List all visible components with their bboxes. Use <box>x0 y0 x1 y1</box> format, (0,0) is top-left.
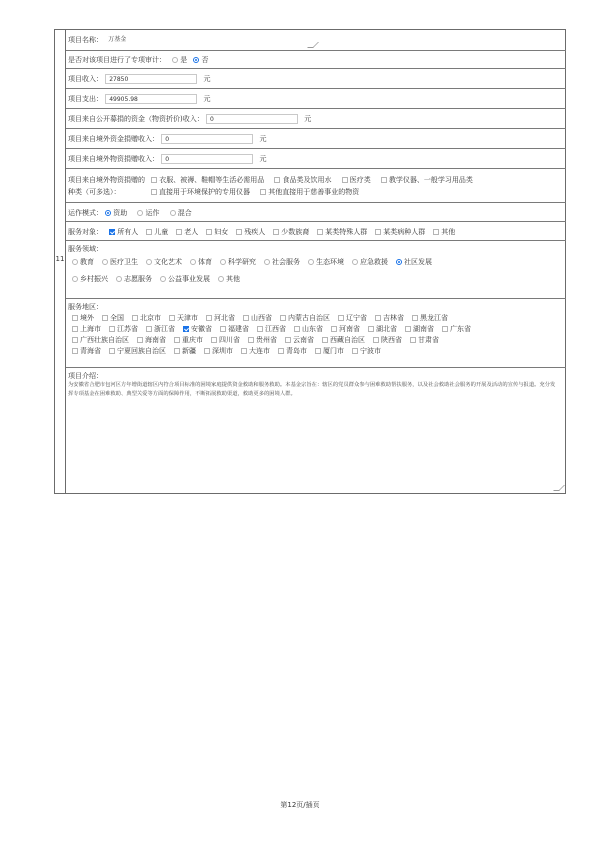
audit-no-radio[interactable] <box>193 57 199 63</box>
region-label: 黑龙江省 <box>420 314 448 322</box>
region-label: 浙江省 <box>154 325 175 333</box>
target-label: 某类病种人群 <box>383 228 426 236</box>
region-checkbox[interactable] <box>174 348 180 354</box>
target-label: 妇女 <box>214 228 229 236</box>
region-checkbox[interactable] <box>412 315 418 321</box>
row-intro <box>66 368 566 494</box>
region-label: 河北省 <box>214 314 235 322</box>
row-income <box>66 69 566 89</box>
region-label: 贵州省 <box>256 336 277 344</box>
expense-unit: 元 <box>203 95 211 103</box>
region-label: 江西省 <box>265 325 286 333</box>
mode-option-label: 混合 <box>177 209 192 217</box>
region-checkbox[interactable] <box>248 337 254 343</box>
region-label: 山东省 <box>302 325 323 333</box>
region-checkbox[interactable] <box>174 337 180 343</box>
region-checkbox[interactable] <box>322 337 328 343</box>
goods-type-checkbox[interactable] <box>381 177 387 183</box>
goods-type-checkbox[interactable] <box>151 177 157 183</box>
region-label: 全国 <box>110 314 124 322</box>
region-label: 湖北省 <box>376 325 397 333</box>
field-radio[interactable] <box>352 259 358 265</box>
region-label: 辽宁省 <box>346 314 367 322</box>
target-checkbox[interactable] <box>176 229 182 235</box>
region-label: 厦门市 <box>323 347 344 355</box>
field-radio[interactable] <box>72 276 78 282</box>
region-checkbox[interactable] <box>285 337 291 343</box>
region-label: 新疆 <box>182 347 196 355</box>
target-label: 所有人 <box>117 228 139 236</box>
target-checkbox[interactable] <box>375 229 381 235</box>
mode-radio[interactable] <box>170 210 176 216</box>
field-radio[interactable] <box>102 259 108 265</box>
target-label: 儿童 <box>154 228 169 236</box>
region-label: 山西省 <box>251 314 272 322</box>
region-checkbox[interactable] <box>315 348 321 354</box>
row-fields <box>66 241 566 299</box>
region-label: 大连市 <box>249 347 270 355</box>
region-checkbox[interactable] <box>146 326 152 332</box>
field-radio[interactable] <box>160 276 166 282</box>
public-funds-unit: 元 <box>304 115 312 123</box>
region-checkbox[interactable] <box>72 315 78 321</box>
field-label: 教育 <box>80 258 94 266</box>
project-name-field[interactable]: 万基金 <box>108 36 127 43</box>
target-checkbox[interactable] <box>317 229 323 235</box>
target-label: 其他 <box>441 228 456 236</box>
region-label: 青海省 <box>80 347 101 355</box>
region-checkbox[interactable] <box>405 326 411 332</box>
goods-type-checkbox[interactable] <box>274 177 280 183</box>
region-checkbox[interactable] <box>373 337 379 343</box>
goods-types-label-2: 种类（可多选）： <box>68 188 121 196</box>
region-checkbox[interactable] <box>211 337 217 343</box>
outer-funds-unit: 元 <box>259 135 267 143</box>
region-label: 吉林省 <box>383 314 404 322</box>
region-checkbox[interactable] <box>204 348 210 354</box>
region-label: 湖南省 <box>413 325 434 333</box>
region-checkbox[interactable] <box>375 315 381 321</box>
intro-label: 项目介绍： <box>68 372 103 380</box>
region-label: 云南省 <box>293 336 314 344</box>
field-label: 应急救援 <box>360 258 388 266</box>
field-label: 社会服务 <box>272 258 300 266</box>
region-label: 天津市 <box>177 314 198 322</box>
field-label: 志愿服务 <box>124 275 152 283</box>
region-checkbox[interactable] <box>72 348 78 354</box>
outer-goods-field[interactable]: 0 <box>161 154 253 164</box>
region-checkbox[interactable] <box>109 326 115 332</box>
fields-label: 服务领域： <box>68 245 103 253</box>
region-label: 四川省 <box>219 336 240 344</box>
page-footer: 第12页/插页 <box>280 801 320 809</box>
region-label: 西藏自治区 <box>330 336 365 344</box>
goods-type-label: 衣服、被褥、鞋帽等生活必需用品 <box>159 176 265 184</box>
expense-field[interactable]: 49905.98 <box>105 94 197 104</box>
project-name-label: 项目名称： <box>68 36 103 44</box>
outer-goods-label: 项目来自境外物资捐赠收入： <box>68 155 159 163</box>
row-public-funds <box>66 109 566 129</box>
target-checkbox[interactable] <box>433 229 439 235</box>
field-radio[interactable] <box>396 259 402 265</box>
region-checkbox[interactable] <box>352 348 358 354</box>
region-checkbox[interactable] <box>278 348 284 354</box>
public-funds-field[interactable]: 0 <box>206 114 298 124</box>
region-checkbox[interactable] <box>280 315 286 321</box>
region-label: 广西壮族自治区 <box>80 336 129 344</box>
mode-option-label: 资助 <box>113 209 128 217</box>
region-checkbox[interactable] <box>72 337 78 343</box>
region-checkbox[interactable] <box>109 348 115 354</box>
region-checkbox[interactable] <box>206 315 212 321</box>
row-expense <box>66 89 566 109</box>
regions-label: 服务地区： <box>68 303 103 311</box>
region-label: 宁波市 <box>360 347 381 355</box>
field-label: 体育 <box>198 258 212 266</box>
target-checkbox[interactable] <box>236 229 242 235</box>
row-goods-types <box>66 169 566 203</box>
goods-type-label: 食品类及饮用水 <box>282 176 332 184</box>
region-checkbox[interactable] <box>137 337 143 343</box>
target-checkbox[interactable] <box>273 229 279 235</box>
field-label: 其他 <box>226 275 240 283</box>
audit-no-label: 否 <box>201 56 209 64</box>
region-checkbox[interactable] <box>331 326 337 332</box>
region-label: 甘肃省 <box>418 336 439 344</box>
region-checkbox[interactable] <box>294 326 300 332</box>
outer-goods-unit: 元 <box>259 155 267 163</box>
region-checkbox[interactable] <box>183 326 189 332</box>
field-radio[interactable] <box>190 259 196 265</box>
region-label: 广东省 <box>450 325 471 333</box>
region-checkbox[interactable] <box>368 326 374 332</box>
region-label: 安徽省 <box>191 325 212 333</box>
mode-option-label: 运作 <box>145 209 160 217</box>
region-label: 青岛市 <box>286 347 307 355</box>
income-unit: 元 <box>203 75 211 83</box>
region-label: 河南省 <box>339 325 360 333</box>
field-label: 生态环境 <box>316 258 344 266</box>
region-label: 境外 <box>80 314 94 322</box>
region-label: 上海市 <box>80 325 101 333</box>
region-checkbox[interactable] <box>220 326 226 332</box>
target-label: 某类特殊人群 <box>325 228 368 236</box>
targets-label: 服务对象： <box>68 228 103 236</box>
field-radio[interactable] <box>146 259 152 265</box>
region-checkbox[interactable] <box>338 315 344 321</box>
field-radio[interactable] <box>218 276 224 282</box>
field-label: 社区发展 <box>404 258 432 266</box>
audit-label: 是否对该项目进行了专项审计： <box>68 56 166 64</box>
target-checkbox[interactable] <box>109 229 115 235</box>
goods-type-label: 直接用于环境保护的专用仪器 <box>158 188 250 196</box>
field-radio[interactable] <box>72 259 78 265</box>
field-label: 公益事业发展 <box>168 275 210 283</box>
field-radio[interactable] <box>220 259 226 265</box>
region-checkbox[interactable] <box>243 315 249 321</box>
goods-type-checkbox[interactable] <box>260 189 266 195</box>
target-label: 残疾人 <box>244 228 266 236</box>
income-field[interactable]: 27850 <box>105 74 197 84</box>
field-radio[interactable] <box>308 259 314 265</box>
region-label: 深圳市 <box>212 347 233 355</box>
region-checkbox[interactable] <box>169 315 175 321</box>
region-checkbox[interactable] <box>410 337 416 343</box>
target-checkbox[interactable] <box>206 229 212 235</box>
resize-handle-icon[interactable] <box>307 42 319 48</box>
goods-type-label: 其他直接用于慈善事业的物资 <box>268 188 360 196</box>
goods-type-checkbox[interactable] <box>342 177 348 183</box>
region-label: 海南省 <box>145 336 166 344</box>
target-checkbox[interactable] <box>146 229 152 235</box>
mode-radio[interactable] <box>137 210 143 216</box>
audit-yes-radio[interactable] <box>172 57 178 63</box>
row-regions <box>66 299 566 368</box>
field-radio[interactable] <box>264 259 270 265</box>
region-label: 陕西省 <box>381 336 402 344</box>
row-project-name <box>66 29 566 51</box>
goods-types-label-1: 项目来自境外物资捐赠的 <box>68 176 145 184</box>
region-checkbox[interactable] <box>132 315 138 321</box>
region-label: 江苏省 <box>117 325 138 333</box>
field-label: 文化艺术 <box>154 258 182 266</box>
target-label: 老人 <box>184 228 199 236</box>
field-radio[interactable] <box>116 276 122 282</box>
region-checkbox[interactable] <box>257 326 263 332</box>
goods-type-label: 教学仪器、一般学习用品类 <box>388 176 473 184</box>
region-checkbox[interactable] <box>102 315 108 321</box>
income-label: 项目收入： <box>68 75 103 83</box>
region-label: 重庆市 <box>182 336 203 344</box>
target-label: 少数族裔 <box>281 228 310 236</box>
region-checkbox[interactable] <box>442 326 448 332</box>
intro-text[interactable]: 为安徽省合肥市包河区方年增街道辖区内符合项目标准的困境家庭提供资金救助和服务救助。本基金宗旨在：辖区的党员群众参与困难救助帮扶服务，以及社会救助社会服务的开展及活动的宣传与报道。充分发挥专项基金在困难救助、典型关爱等方面的保障作用，不断拓展救助渠道，救助更多的困境人群。 <box>68 382 556 397</box>
row-targets <box>66 222 566 241</box>
goods-type-checkbox[interactable] <box>151 189 157 195</box>
region-label: 内蒙古自治区 <box>288 314 330 322</box>
field-label: 乡村振兴 <box>80 275 108 283</box>
region-label: 北京市 <box>140 314 161 322</box>
region-checkbox[interactable] <box>241 348 247 354</box>
expense-label: 项目支出： <box>68 95 103 103</box>
row-outer-goods <box>66 149 566 169</box>
field-label: 科学研究 <box>228 258 256 266</box>
public-funds-label: 项目来自公开募捐的资金（物资折价)收入： <box>68 115 204 123</box>
row-audit <box>66 51 566 69</box>
row-number: 11 <box>55 255 65 263</box>
outer-funds-field[interactable]: 0 <box>161 134 253 144</box>
audit-yes-label: 是 <box>180 56 188 64</box>
row-mode <box>66 203 566 222</box>
field-label: 医疗卫生 <box>110 258 138 266</box>
region-checkbox[interactable] <box>72 326 78 332</box>
goods-type-label: 医疗类 <box>349 176 371 184</box>
resize-handle-icon[interactable] <box>553 485 565 491</box>
mode-label: 运作模式： <box>68 209 103 217</box>
outer-funds-label: 项目来自境外资金捐赠收入： <box>68 135 159 143</box>
region-label: 福建省 <box>228 325 249 333</box>
row-outer-funds <box>66 129 566 149</box>
mode-radio[interactable] <box>105 210 111 216</box>
region-label: 宁夏回族自治区 <box>117 347 166 355</box>
